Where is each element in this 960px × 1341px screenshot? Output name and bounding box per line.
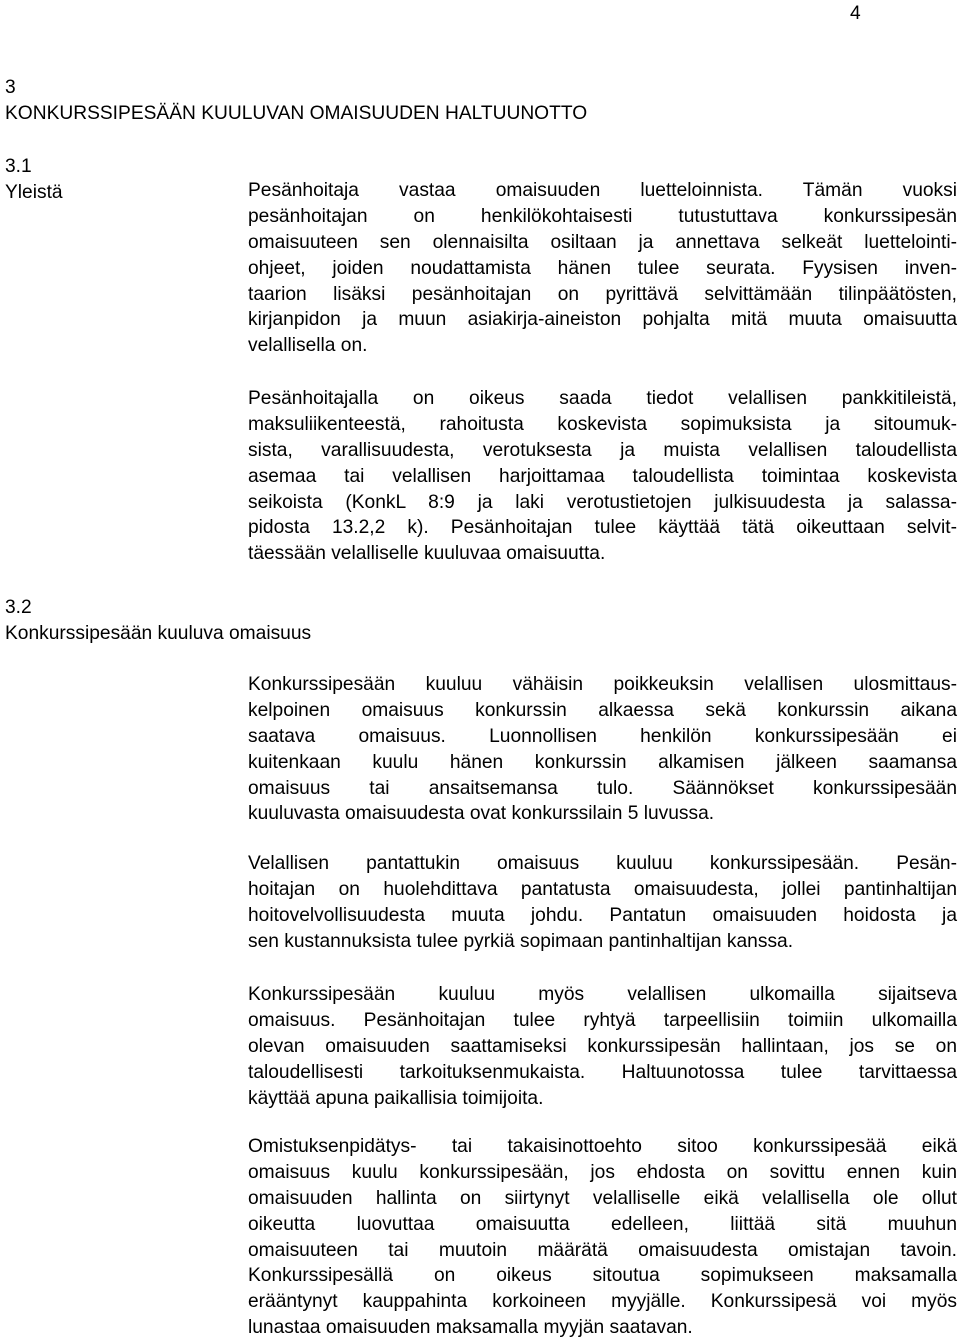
text-line: ohjeet, joiden noudattamista hänen tulee seurata. Fyysisen inven-	[248, 257, 957, 279]
text-line: Omistuksenpidätys- tai takaisinottoehto sitoo konkurssipesää eikä	[248, 1136, 957, 1157]
text-line: Konkurssipesään kuuluu myös velallisen ulkomailla sijaitseva	[248, 984, 957, 1005]
section-title: Yleistä	[5, 182, 63, 203]
text-line: asemaa tai velallisen harjoittamaa taloudellista toimintaa koskevista	[248, 465, 957, 487]
text-line: Velallisen pantattukin omaisuus kuuluu konkurssipesään. Pesän-	[248, 853, 957, 874]
text-line: sista, varallisuudesta, verotuksesta ja muista velallisen taloudellista	[248, 439, 957, 461]
text-line: velallisella on.	[248, 335, 368, 357]
paragraph	[248, 386, 957, 567]
text-line: olevan omaisuuden saattamiseksi konkurssipesän hallintaan, jos se on	[248, 1035, 957, 1057]
text-line: erääntynyt kauppahinta korkoineen myyjälle. Konkurssipesä voi myös	[248, 1291, 957, 1313]
text-line: Konkurssipesään kuuluu vähäisin poikkeuksin velallisen ulosmittaus-	[248, 674, 957, 695]
paragraph	[248, 178, 957, 359]
text-line: kuitenkaan kuulu hänen konkurssin alkamisen jälkeen saamansa	[248, 751, 957, 773]
text-line: omaisuus. Pesänhoitajan tulee ryhtyä tarpeellisiin toimiin ulkomailla	[248, 1009, 957, 1031]
text-line: kirjanpidon ja muun asiakirja-aineiston pohjalta mitä muuta omaisuutta	[248, 309, 957, 331]
page-number: 4	[850, 3, 861, 24]
text-line: seikoista (KonkL 8:9 ja laki verotustietojen julkisuudesta ja salassa-	[248, 491, 957, 513]
text-line: täessään velalliselle kuuluvaa omaisuutta.	[248, 543, 606, 565]
section-number: 3.2	[5, 597, 32, 618]
paragraph	[248, 672, 957, 827]
text-line: pesänhoitajan on henkilökohtaisesti tutustuttava konkurssipesän	[248, 205, 957, 227]
text-line: hoitajan on huolehdittava pantatusta omaisuudesta, jollei pantinhaltijan	[248, 878, 957, 900]
section-number: 3.1	[5, 156, 32, 177]
paragraph	[248, 1134, 957, 1341]
text-line: Pesänhoitaja vastaa omaisuuden luetteloinnista. Tämän vuoksi	[248, 180, 957, 201]
text-line: taarion lisäksi pesänhoitajan on pyrittävä selvittämään tilinpäätösten,	[248, 283, 957, 305]
text-line: kelpoinen omaisuus konkurssin alkaessa sekä konkurssin aikana	[248, 699, 957, 721]
text-line: taloudellisesti tarkoituksenmukaista. Haltuunotossa tulee tarvittaessa	[248, 1061, 957, 1083]
text-line: Pesänhoitajalla on oikeus saada tiedot velallisen pankkitileistä,	[248, 388, 957, 409]
paragraph	[248, 851, 957, 955]
text-line: Konkurssipesällä on oikeus sitoutua sopimukseen maksamalla	[248, 1265, 957, 1287]
text-line: lunastaa omaisuuden maksamalla myyjän saatavan.	[248, 1317, 693, 1339]
text-line: omaisuuteen tai muutoin määrätä omaisuudesta omistajan tavoin.	[248, 1239, 957, 1261]
paragraph	[248, 982, 957, 1111]
text-line: maksuliikenteestä, rahoitusta koskevista sopimuksista ja sitoumuk-	[248, 413, 957, 435]
chapter-number: 3	[5, 77, 16, 98]
text-line: hoitovelvollisuudesta muuta johdu. Pantatun omaisuuden hoidosta ja	[248, 904, 957, 926]
text-line: omaisuus kuulu konkurssipesään, jos ehdosta on sovittu ennen kuin	[248, 1161, 957, 1183]
text-line: käyttää apuna paikallisia toimijoita.	[248, 1087, 544, 1109]
text-line: omaisuus tai ansaitsemansa tulo. Säännökset konkurssipesään	[248, 777, 957, 799]
chapter-title: KONKURSSIPESÄÄN KUULUVAN OMAISUUDEN HALTUUNOTTO	[5, 103, 588, 124]
section-title: Konkurssipesään kuuluva omaisuus	[5, 623, 312, 644]
text-line: kuuluvasta omaisuudesta ovat konkurssilain 5 luvussa.	[248, 803, 715, 825]
text-line: sen kustannuksista tulee pyrkiä sopimaan pantinhaltijan kanssa.	[248, 930, 794, 952]
text-line: omaisuuden hallinta on siirtynyt velalliselle eikä velallisella ole ollut	[248, 1187, 957, 1209]
text-line: pidosta 13.2,2 k). Pesänhoitajan tulee käyttää tätä oikeuttaan selvit-	[248, 517, 957, 539]
text-line: oikeutta luovuttaa omaisuutta edelleen, liittää sitä muuhun	[248, 1213, 957, 1235]
text-line: omaisuuteen sen olennaisilta osiltaan ja annettava selkeät luettelointi-	[248, 231, 957, 253]
text-line: saatava omaisuus. Luonnollisen henkilön konkurssipesään ei	[248, 725, 957, 747]
